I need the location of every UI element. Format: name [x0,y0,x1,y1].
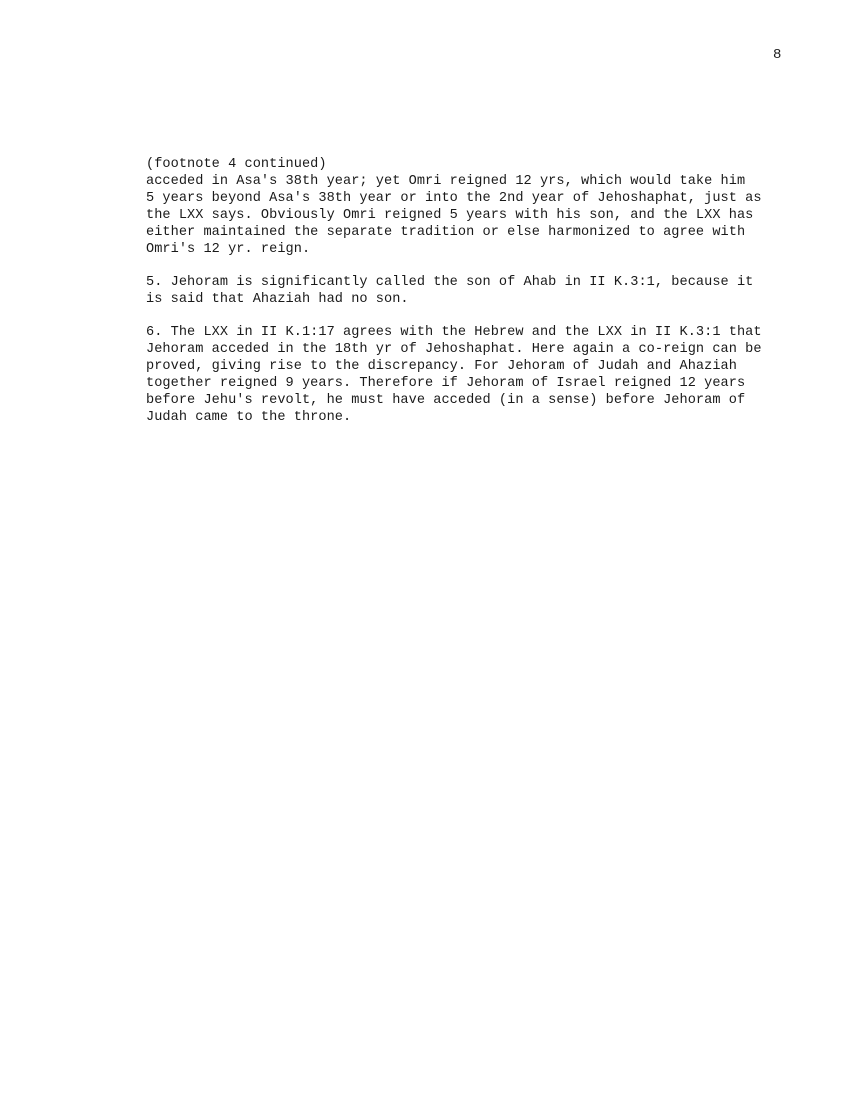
paragraph-note-6 [146,324,826,426]
text-line: 5 years beyond Asa's 38th year or into the 2nd year of Jehoshaphat, just as [146,191,762,206]
text-line: either maintained the separate tradition or else harmonized to agree with [146,225,746,240]
text-line: Omri's 12 yr. reign. [146,242,311,257]
paragraph-note-5 [146,274,826,308]
text-line: together reigned 9 years. Therefore if Jehoram of Israel reigned 12 years [146,376,746,391]
page-number: 8 [773,47,782,63]
text-line: before Jehu's revolt, he must have acceded (in a sense) before Jehoram of [146,393,746,408]
text-line: Jehoram acceded in the 18th yr of Jehoshaphat. Here again a co-reign can be [146,342,762,357]
text-line: 6. The LXX in II K.1:17 agrees with the Hebrew and the LXX in II K.3:1 that [146,325,762,340]
document-body [146,156,826,442]
text-line: proved, giving rise to the discrepancy. For Jehoram of Judah and Ahaziah [146,359,737,374]
text-line: the LXX says. Obviously Omri reigned 5 years with his son, and the LXX has [146,208,754,223]
text-line: is said that Ahaziah had no son. [146,292,409,307]
text-line: Judah came to the throne. [146,410,352,425]
text-line: (footnote 4 continued) [146,157,327,172]
text-line: acceded in Asa's 38th year; yet Omri reigned 12 yrs, which would take him [146,174,746,189]
paragraph-footnote-4-continued [146,156,826,258]
text-line: 5. Jehoram is significantly called the son of Ahab in II K.3:1, because it [146,275,754,290]
